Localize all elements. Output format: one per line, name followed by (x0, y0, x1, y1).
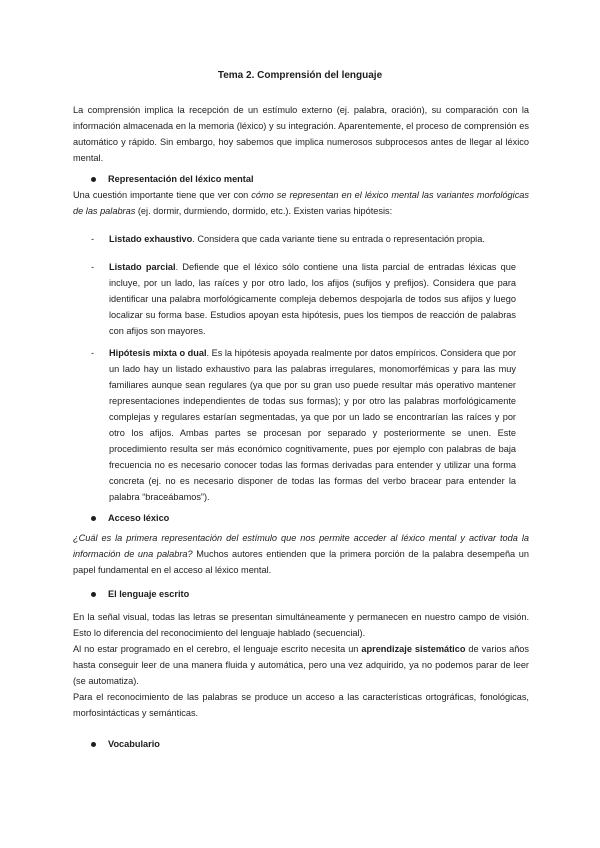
paragraph-text: Al no estar programado en el cerebro, el lenguaje escrito necesita un (73, 644, 362, 654)
bullet-icon (91, 742, 96, 747)
page-title: Tema 2. Comprensión del lenguaje (217, 70, 383, 81)
dash-marker: - (91, 348, 95, 358)
bullet-icon (91, 516, 96, 521)
paragraph-italic-text: ¿Cuál es la primera representación del estímulo que nos permite acceder al léxico mental y activar toda la información de una palabra? (73, 533, 529, 559)
dash-marker: - (91, 234, 95, 244)
section-heading-label: Representación del léxico mental (108, 174, 254, 184)
escrito-paragraph-1: En la señal visual, todas las letras se presentan simultáneamente y permanecen en nuestro campo de visión. Esto lo diferencia del reconocimiento del lenguaje hablado (secuencial). (73, 612, 529, 638)
escrito-paragraph-3: Para el reconocimiento de las palabras se produce un acceso a las características ortográficas, fonológicas, morfosintácticas y semánticas. (73, 692, 529, 718)
escrito-paragraph-2 (73, 641, 529, 689)
acceso-paragraph (73, 530, 529, 578)
list-item-term: Hipótesis mixta o dual (109, 348, 207, 358)
list-item-term: Listado exhaustivo (109, 234, 193, 244)
paragraph-text: (ej. dormir, durmiendo, dormido, etc.). Existen varias hipótesis: (135, 206, 393, 216)
list-item-term: Listado parcial (109, 262, 176, 272)
bullet-icon (91, 592, 96, 597)
list-item-listado-parcial (91, 259, 516, 339)
intro-paragraph: La comprensión implica la recepción de un estímulo externo (ej. palabra, oración), su comparación con la información almacenada en la memoria (léxico) y su integración. Aparentemente, el proceso de comprensión es automático y rápido. Sin embargo, hoy sabemos que implica numerosos subprocesos antes de llegar al léxico mental. (73, 105, 529, 163)
bullet-icon (91, 177, 96, 182)
paragraph-bold-text: aprendizaje sistemático (361, 644, 466, 654)
dash-marker: - (91, 262, 95, 272)
representacion-paragraph (73, 187, 529, 219)
list-item-text: . Defiende que el léxico sólo contiene una lista parcial de entradas léxicas que incluye, por un lado, las raíces y por otro lado, los afijos (sufijos y prefijos). Considera que para identificar una palabra morfológicamente compleja debemos despojarla de todos sus afijos y luego localizar su forma base. Estudios apoyan esta hipótesis, pues los tiempos de reacción de palabras con afijos son mayores. (109, 262, 516, 336)
paragraph-text: Muchos autores entienden que la primera porción de la palabra desempeña un papel fundamental en el acceso al léxico mental. (73, 549, 529, 575)
section-heading-label: El lenguaje escrito (108, 589, 190, 599)
paragraph-text: Una cuestión importante tiene que ver con (73, 190, 252, 200)
paragraph-italic-text: cómo se representan en el léxico mental las variantes morfológicas de las palabras (73, 190, 529, 216)
section-heading-label: Acceso léxico (108, 513, 170, 523)
list-item-text: . Es la hipótesis apoyada realmente por datos empíricos. Considera que por un lado hay un listado exhaustivo para las palabras irregulares, monomorfémicas y para las muy familiares aunque sean regulares (ya que por su gran uso puede resultar más operativo mantener representaciones independientes de todas sus formas); y por otro las palabras morfológicamente complejas y regulares estarían segmentadas, ya que por un lado se encontrarían las raíces y por otro los afijos. Ambas partes se procesan por separado y posteriormente se unen. Este procedimiento resulta ser más económico cognitivamente, pues por ejemplo con palabras de baja frecuencia no es necesario conocer todas las formas derivadas para entender y utilizar una forma concreta (ej. no es necesario disponer de todas las formas del verbo bracear para entender la palabra “braceábamos”). (109, 348, 517, 502)
list-item-hipotesis-mixta (91, 345, 516, 505)
list-item-listado-exhaustivo (91, 231, 516, 247)
section-heading-label: Vocabulario (108, 739, 160, 749)
paragraph-text: de varios años hasta conseguir leer de una manera fluida y automática, pero una vez adquirido, ya no podemos parar de leer (se automatiza). (73, 644, 530, 686)
list-item-text: . Considera que cada variante tiene su entrada o representación propia. (192, 234, 485, 244)
